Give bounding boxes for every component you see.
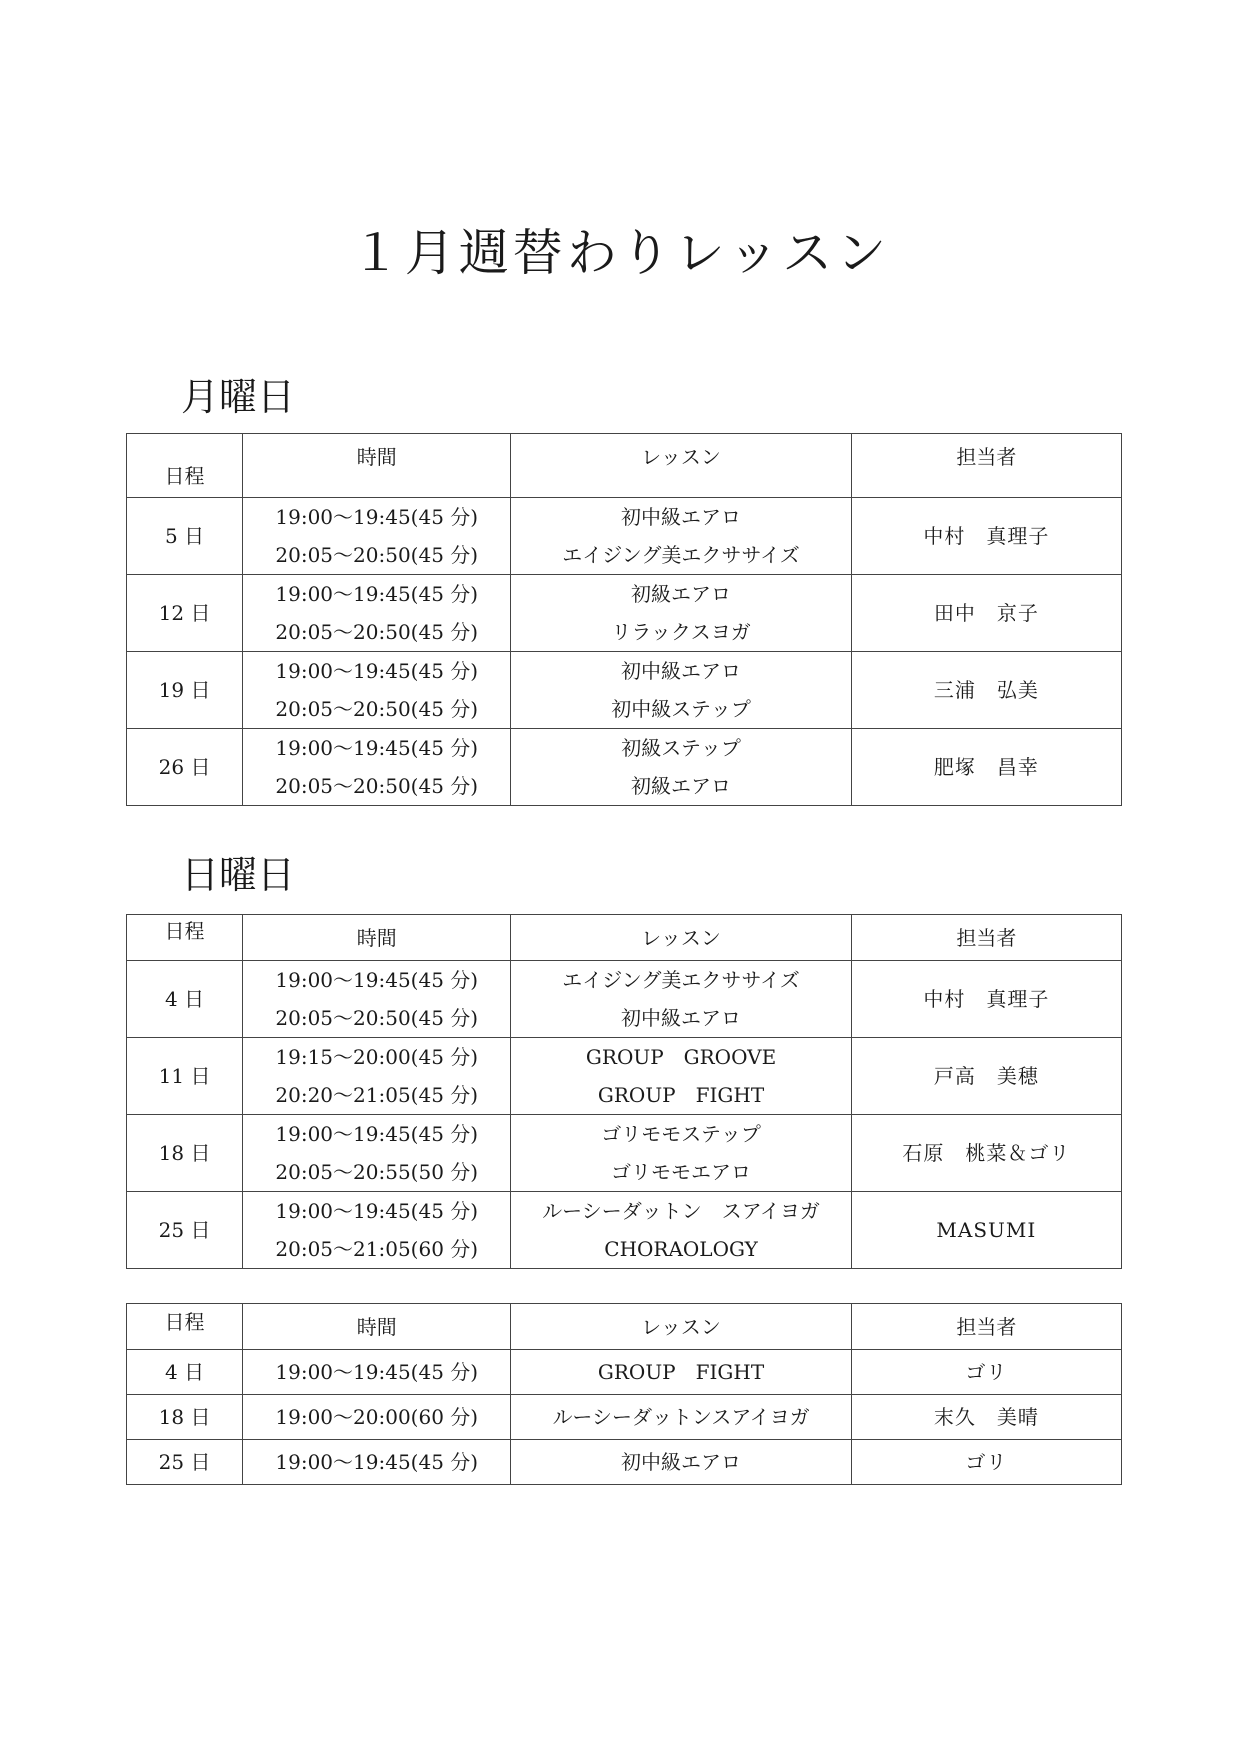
lesson-2: リラックスヨガ [611,620,751,644]
lesson-1: GROUP GROOVE [585,1045,777,1069]
lesson-cell [511,1115,851,1192]
table-row [127,729,1122,806]
table-row [127,652,1122,729]
time-cell [243,1115,511,1192]
lesson-cell [511,498,851,575]
lesson-2: GROUP FIGHT [597,1083,765,1107]
time-1: 19:15～20:00(45 分) [275,1045,479,1069]
header-staff: 担当者 [851,1304,1121,1350]
time-1: 19:00～19:45(45 分) [275,736,479,760]
table-row [127,1395,1122,1440]
header-day: 日程 [127,915,243,961]
header-staff: 担当者 [851,915,1121,961]
time-cell: 19:00～19:45(45 分) [243,1350,511,1395]
day-cell: 25 日 [127,1440,243,1485]
extra-table [126,1303,1122,1485]
time-2: 20:05～20:50(45 分) [275,620,479,644]
table-row [127,575,1122,652]
day-cell: 5 日 [127,498,243,575]
lesson-cell [511,961,851,1038]
staff-cell: 石原 桃菜＆ゴリ [851,1115,1121,1192]
time-cell: 19:00～19:45(45 分) [243,1440,511,1485]
staff-cell: 三浦 弘美 [851,652,1121,729]
header-time: 時間 [243,915,511,961]
table-row [127,498,1122,575]
time-1: 19:00～19:45(45 分) [275,659,479,683]
table-header-row [127,1304,1122,1350]
table-row [127,1350,1122,1395]
time-2: 20:05～20:50(45 分) [275,697,479,721]
lesson-1: エイジング美エクササイズ [562,968,800,992]
lesson-cell: 初中級エアロ [511,1440,851,1485]
time-2: 20:05～20:50(45 分) [275,543,479,567]
time-cell [243,729,511,806]
staff-cell: MASUMI [851,1192,1121,1269]
sunday-table [126,914,1122,1269]
table-row [127,961,1122,1038]
day-cell: 4 日 [127,961,243,1038]
lesson-cell [511,575,851,652]
time-1: 19:00～19:45(45 分) [275,968,479,992]
time-2: 20:05～20:50(45 分) [275,774,479,798]
header-staff: 担当者 [851,434,1121,498]
lesson-cell: ルーシーダットンスアイヨガ [511,1395,851,1440]
lesson-2: CHORAOLOGY [604,1237,758,1261]
time-2: 20:05～20:50(45 分) [275,1006,479,1030]
staff-cell: 中村 真理子 [851,498,1121,575]
lesson-1: 初級ステップ [621,736,741,760]
day-cell: 25 日 [127,1192,243,1269]
time-cell [243,1038,511,1115]
day-cell: 18 日 [127,1115,243,1192]
time-1: 19:00～19:45(45 分) [275,1199,479,1223]
lesson-1: 初中級エアロ [621,505,742,529]
time-2: 20:05～20:55(50 分) [275,1160,479,1184]
table-header-row [127,434,1122,498]
time-2: 20:05～21:05(60 分) [275,1237,479,1261]
header-day: 日程 [127,1304,243,1350]
lesson-cell [511,1038,851,1115]
staff-cell: 肥塚 昌幸 [851,729,1121,806]
lesson-cell [511,729,851,806]
lesson-2: ゴリモモエアロ [611,1160,752,1184]
table-row [127,1038,1122,1115]
day-cell: 11 日 [127,1038,243,1115]
monday-table [126,433,1122,806]
lesson-2: エイジング美エクササイズ [562,543,800,567]
lesson-1: ゴリモモステップ [601,1122,761,1146]
time-1: 19:00～19:45(45 分) [275,505,479,529]
time-cell [243,961,511,1038]
staff-cell: 戸高 美穂 [851,1038,1121,1115]
monday-heading: 月曜日 [181,375,296,419]
header-time: 時間 [243,434,511,498]
header-lesson: レッスン [511,434,851,498]
lesson-2: 初級エアロ [631,774,732,798]
time-cell [243,652,511,729]
time-cell [243,498,511,575]
day-cell: 26 日 [127,729,243,806]
sunday-heading: 日曜日 [181,853,296,897]
staff-cell: 末久 美晴 [851,1395,1121,1440]
time-1: 19:00～19:45(45 分) [275,1122,479,1146]
day-cell: 12 日 [127,575,243,652]
staff-cell: 中村 真理子 [851,961,1121,1038]
time-cell [243,1192,511,1269]
day-cell: 4 日 [127,1350,243,1395]
lesson-2: 初中級ステップ [611,697,751,721]
table-header-row [127,915,1122,961]
day-cell: 19 日 [127,652,243,729]
header-lesson: レッスン [511,915,851,961]
lesson-cell [511,652,851,729]
lesson-1: ルーシーダットン スアイヨガ [542,1199,820,1223]
staff-cell: ゴリ [851,1350,1121,1395]
lesson-2: 初中級エアロ [621,1006,742,1030]
header-time: 時間 [243,1304,511,1350]
lesson-cell [511,1192,851,1269]
header-lesson: レッスン [511,1304,851,1350]
time-cell: 19:00～20:00(60 分) [243,1395,511,1440]
page-title: １月週替わりレッスン [350,224,891,282]
lesson-1: 初級エアロ [631,582,732,606]
time-2: 20:20～21:05(45 分) [275,1083,479,1107]
lesson-1: 初中級エアロ [621,659,742,683]
lesson-cell: GROUP FIGHT [511,1350,851,1395]
staff-cell: 田中 京子 [851,575,1121,652]
time-1: 19:00～19:45(45 分) [275,582,479,606]
table-row [127,1440,1122,1485]
table-row [127,1115,1122,1192]
staff-cell: ゴリ [851,1440,1121,1485]
day-cell: 18 日 [127,1395,243,1440]
time-cell [243,575,511,652]
header-day: 日程 [127,434,243,498]
table-row [127,1192,1122,1269]
